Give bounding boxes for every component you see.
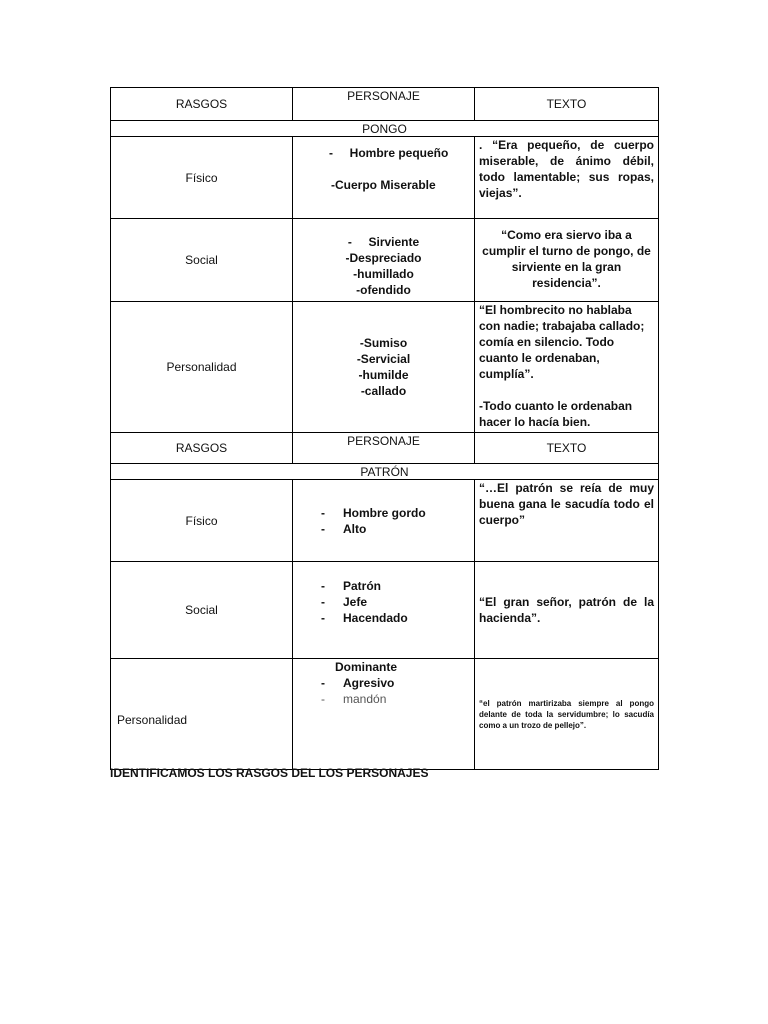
- pongo-fisico-row: [111, 137, 659, 219]
- trait-item: -ofendido: [356, 283, 411, 297]
- trait-item: - Hombre gordo: [321, 505, 426, 520]
- patron-social-label: Social: [111, 562, 293, 659]
- section-title-patron: PATRÓN: [111, 464, 659, 480]
- pongo-personalidad-row: [111, 302, 659, 433]
- patron-fisico-label: Físico: [111, 480, 293, 562]
- trait-item: -Servicial: [356, 352, 411, 366]
- trait-item: -humilde: [358, 368, 409, 382]
- patron-fisico-traits: [293, 480, 475, 562]
- pongo-social-traits: [293, 219, 475, 302]
- patron-social-traits: [293, 562, 475, 659]
- pongo-personalidad-label: Personalidad: [111, 302, 293, 433]
- header-texto: TEXTO: [475, 433, 659, 464]
- trait-item: -Despreciado: [345, 251, 422, 265]
- patron-fisico-text: “…El patrón se reía de muy buena gana le sacudía todo el cuerpo”: [475, 480, 659, 562]
- trait-item: - Jefe: [321, 595, 368, 609]
- pongo-personalidad-text: [475, 302, 659, 433]
- traits-table-container: [110, 87, 658, 770]
- trait-item: - Alto: [321, 521, 367, 536]
- header-personaje: PERSONAJE: [293, 88, 475, 121]
- header-rasgos: RASGOS: [111, 433, 293, 464]
- pongo-fisico-text: . “Era pequeño, de cuerpo miserable, de ánimo débil, todo lamentable; sus ropas, viejas”.: [475, 137, 659, 219]
- pongo-social-row: [111, 219, 659, 302]
- header-row: [111, 88, 659, 121]
- trait-item: -humillado: [353, 267, 414, 281]
- trait-item: - Sirviente: [347, 235, 420, 249]
- patron-personalidad-row: [111, 659, 659, 770]
- pongo-fisico-traits: [293, 137, 475, 219]
- trait-item: - Hacendado: [321, 611, 408, 625]
- patron-personalidad-traits: [293, 659, 475, 770]
- trait-item: - mandón: [321, 692, 387, 706]
- patron-fisico-row: [111, 480, 659, 562]
- header-row: [111, 433, 659, 464]
- trait-item: - Agresivo: [321, 676, 395, 690]
- section-title-pongo: PONGO: [111, 121, 659, 137]
- quote-text: -Todo cuanto le ordenaban hacer lo hacía bien.: [479, 399, 633, 429]
- pongo-social-label: Social: [111, 219, 293, 302]
- trait-item: -callado: [360, 384, 407, 398]
- trait-item: -Sumiso: [359, 336, 408, 350]
- patron-personalidad-label: Personalidad: [111, 659, 293, 770]
- header-rasgos: RASGOS: [111, 88, 293, 121]
- pongo-fisico-label: Físico: [111, 137, 293, 219]
- pongo-social-text: “Como era siervo iba a cumplir el turno de pongo, de sirviente en la gran residencia”.: [475, 219, 659, 302]
- header-texto: TEXTO: [475, 88, 659, 121]
- trait-item: - Patrón: [321, 579, 382, 593]
- trait-item: Dominante: [335, 660, 398, 674]
- section-row-pongo: [111, 121, 659, 137]
- trait-item: - Hombre pequeño: [329, 146, 449, 160]
- header-personaje: PERSONAJE: [293, 433, 475, 464]
- patron-personalidad-text: “el patrón martirizaba siempre al pongo delante de toda la servidumbre; lo sacudía como a un trozo de pellejo”.: [475, 659, 659, 770]
- pongo-personalidad-traits: [293, 302, 475, 433]
- patron-social-row: [111, 562, 659, 659]
- quote-text: “El hombrecito no hablaba con nadie; trabajaba callado; comía en silencio. Todo cuanto le ordenaban, cumplía”.: [479, 303, 645, 381]
- trait-item: -Cuerpo Miserable: [331, 178, 436, 192]
- patron-social-text: “El gran señor, patrón de la hacienda”.: [475, 562, 659, 659]
- traits-table: [110, 87, 659, 770]
- footer-caption: IDENTIFICAMOS LOS RASGOS DEL LOS PERSONAJES: [110, 766, 429, 780]
- section-row-patron: [111, 464, 659, 480]
